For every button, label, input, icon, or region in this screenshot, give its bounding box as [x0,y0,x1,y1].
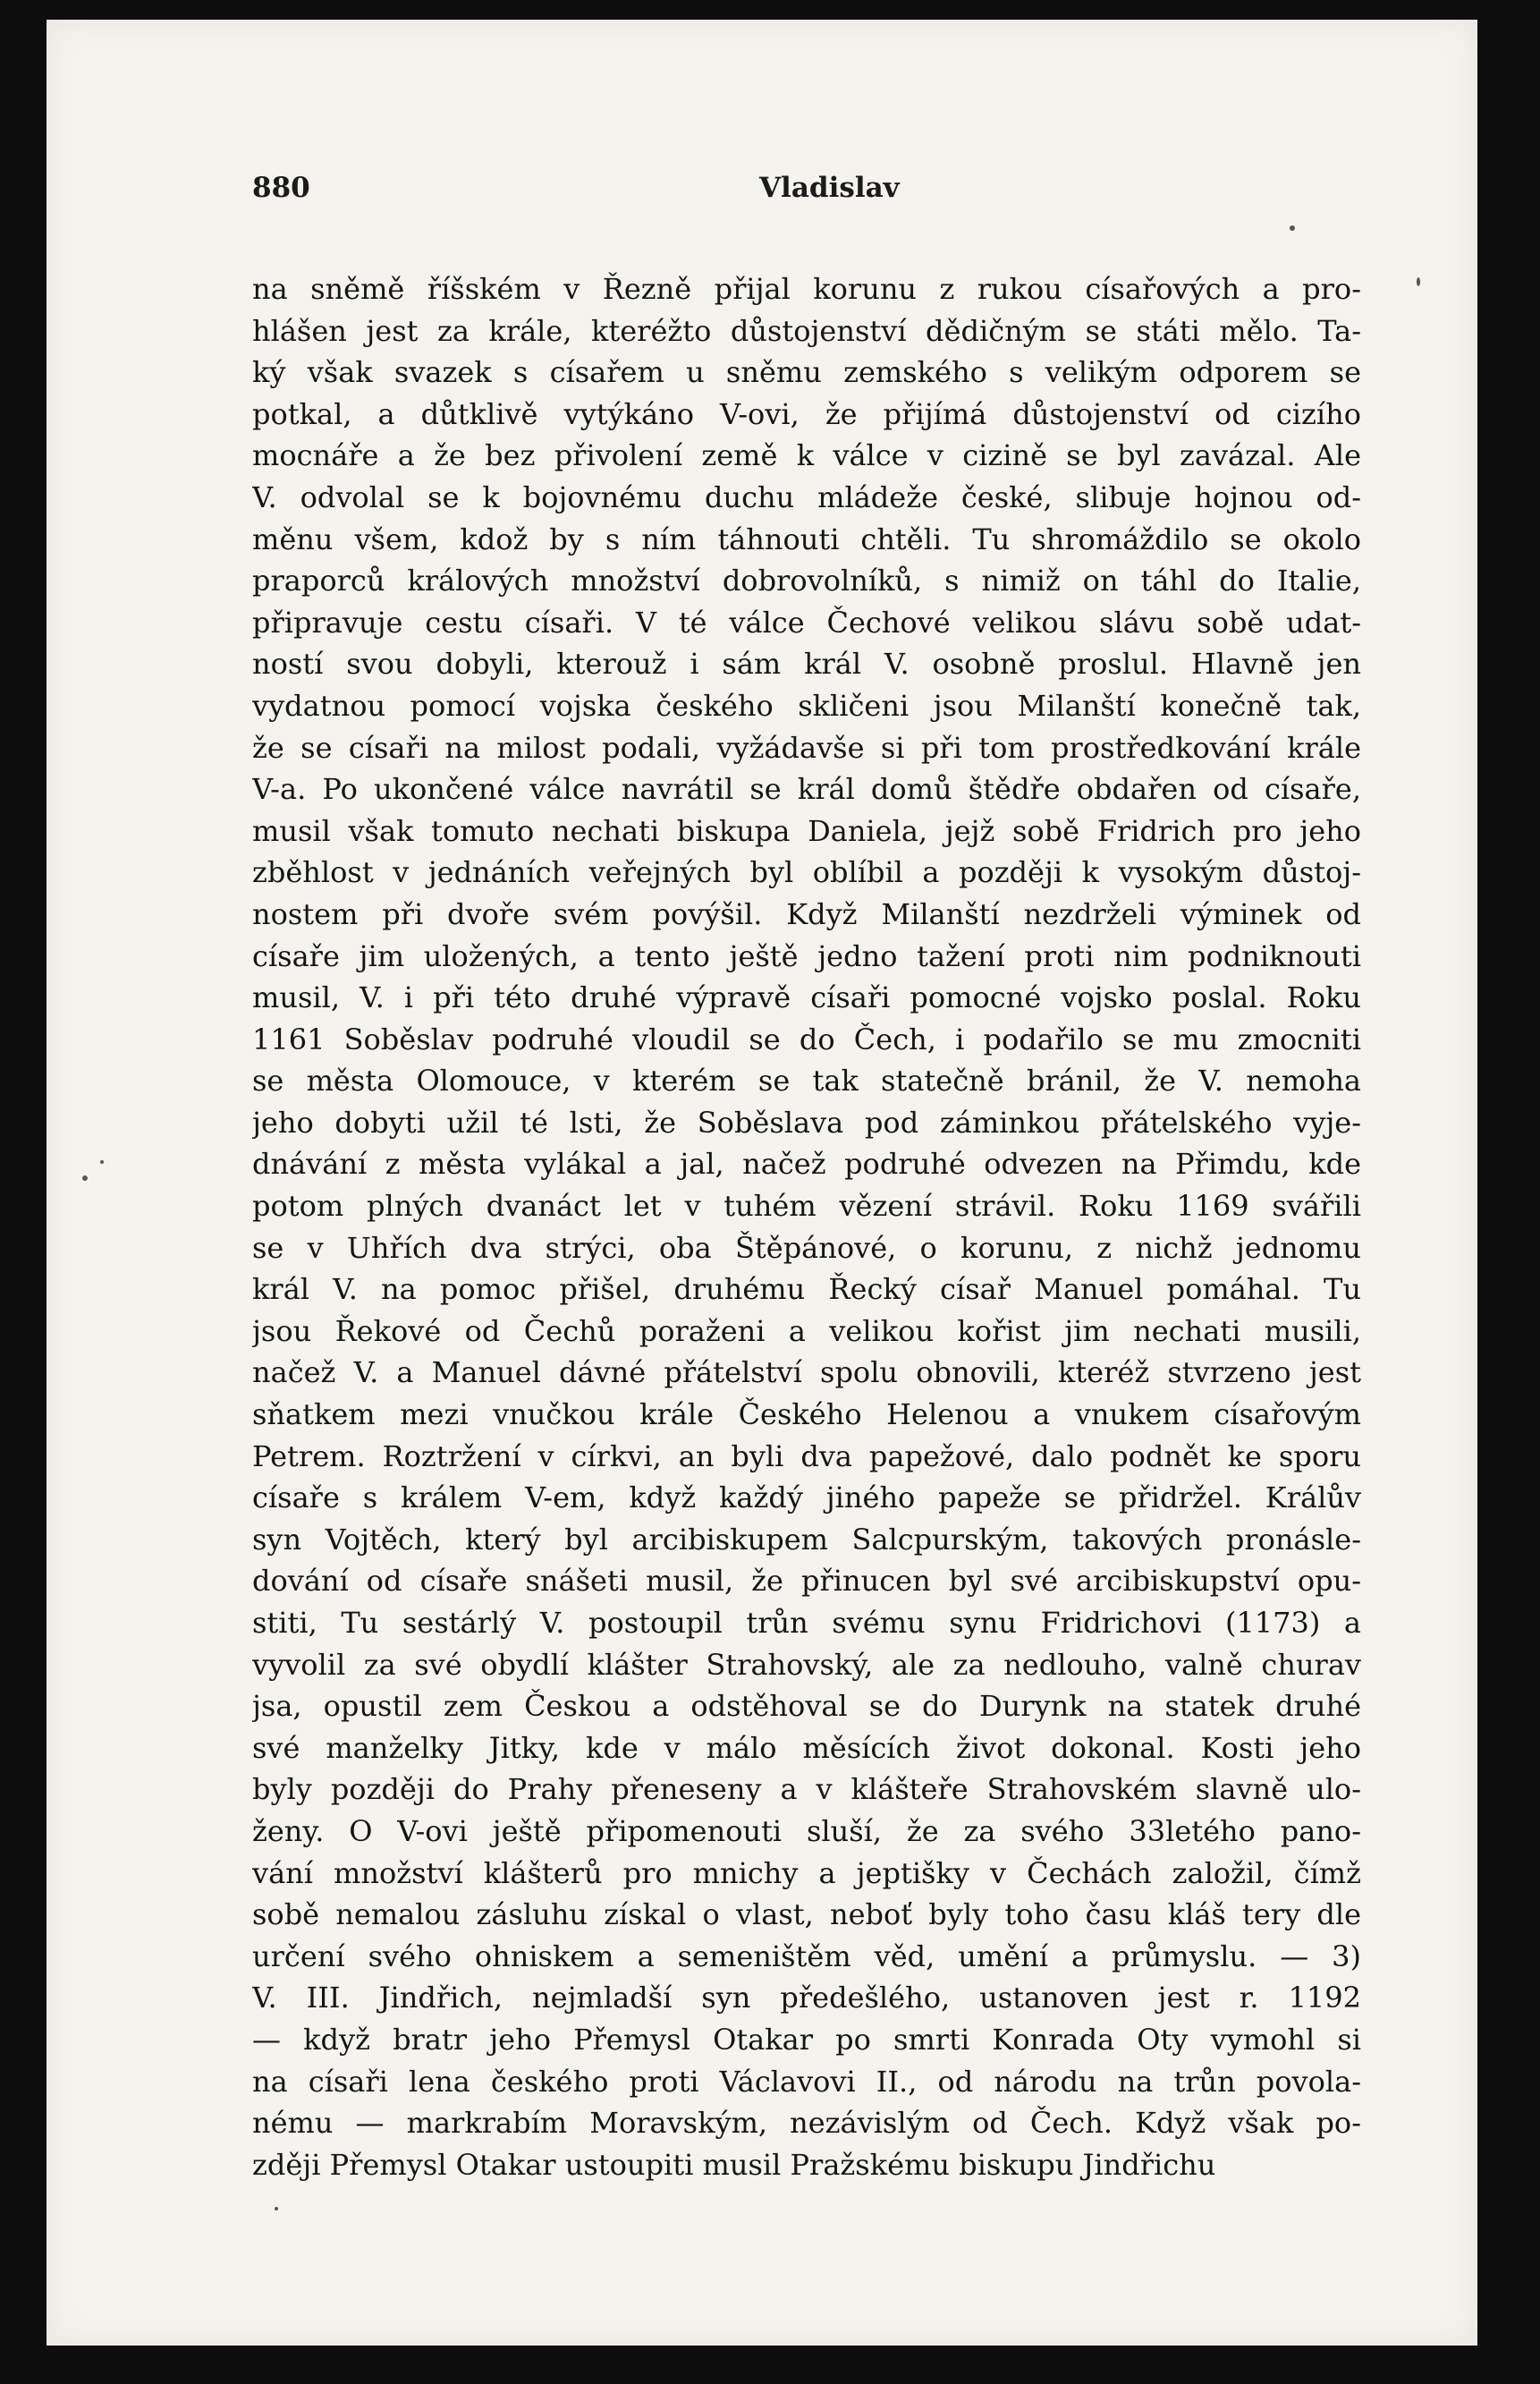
text-line: potkal, a důtklivě vytýkáno V-ovi, že přijímá důstojenství od cizího [252,396,1361,431]
text-line: se v Uhřích dva strýci, oba Štěpánové, o korunu, z nichž jednomu [252,1230,1361,1265]
text-line: potom plných dvanáct let v tuhém vězení strávil. Roku 1169 svářili [252,1189,1361,1224]
text-line: V-a. Po ukončené válce navrátil se král domů štědře obdařen od císaře, [252,772,1361,807]
scanned-page [47,20,1477,2346]
text-line: na císaři lena českého proti Václavovi II., od národu na trůn povola- [252,2064,1361,2099]
text-line: V. III. Jindřich, nejmladší syn předešlého, ustanoven jest r. 1192 [252,1981,1361,2015]
text-line: zději Přemysl Otakar ustoupiti musil Pražskému biskupu Jindřichu [252,2147,1216,2182]
text-line: hlášen jest za krále, kteréžto důstojenství dědičným se státi mělo. Ta- [252,313,1361,348]
scan-speck [275,2207,278,2210]
text-line: mocnáře a že bez přivolení země k válce v cizině se byl zavázal. Ale [252,438,1361,473]
text-line: připravuje cestu císaři. V té válce Čechové velikou slávu sobě udat- [252,605,1361,640]
text-line: dování od císaře snášeti musil, že přinucen byl své arcibiskupství opu- [252,1564,1361,1599]
text-line: zběhlost v jednáních veřejných byl oblíbil a později k vysokým důstoj- [252,855,1361,890]
text-line: jsa, opustil zem Českou a odstěhoval se do Durynk na statek druhé [252,1689,1361,1724]
text-line: vání množství klášterů pro mnichy a jeptišky v Čechách založil, čímž [252,1855,1361,1890]
text-line: určení svého ohniskem a semeništěm věd, umění a průmyslu. — 3) [252,1939,1361,1973]
text-line: ženy. O V-ovi ještě připomenouti sluší, že za svého 33letého pano- [252,1813,1361,1848]
text-line: sobě nemalou zásluhu získal o vlast, neboť byly toho času kláš tery dle [252,1897,1361,1932]
page-header [252,172,1361,208]
page-number: 880 [252,172,310,204]
text-line: ností svou dobyli, kterouž i sám král V. osobně proslul. Hlavně jen [252,647,1361,682]
text-line: stiti, Tu sestárlý V. postoupil trůn svému synu Fridrichovi (1173) a [252,1606,1361,1640]
text-line: měnu všem, kdož by s ním táhnouti chtěli. Tu shromáždilo se okolo [252,522,1361,556]
text-line: sňatkem mezi vnučkou krále Českého Helenou a vnukem císařovým [252,1397,1361,1432]
text-line: vyvolil za své obydlí klášter Strahovský, ale za nedlouho, valně churav [252,1647,1361,1682]
text-line: musil, V. i při této druhé výpravě císaři pomocné vojsko poslal. Roku [252,980,1361,1015]
text-line: načež V. a Manuel dávné přátelství spolu obnovili, kteréž stvrzeno jest [252,1355,1361,1390]
scan-speck [1417,277,1420,286]
text-line: na sněmě říšském v Řezně přijal korunu z rukou císařových a pro- [252,272,1361,306]
text-line: císaře jim uložených, a tento ještě jedno tažení proti nim podniknouti [252,938,1361,973]
text-line: byly později do Prahy přeneseny a v klášteře Strahovském slavně ulo- [252,1772,1361,1807]
text-line: dnávání z města vylákal a jal, načež podruhé odvezen na Přimdu, kde [252,1147,1361,1182]
text-line: vydatnou pomocí vojska českého skličeni jsou Milanští konečně tak, [252,688,1361,723]
running-head: Vladislav [759,172,900,204]
text-line: — když bratr jeho Přemysl Otakar po smrti Konrada Oty vymohl si [252,2022,1361,2057]
text-line: praporců králových množství dobrovolníků, s nimiž on táhl do Italie, [252,564,1361,598]
text-line: musil však tomuto nechati biskupa Daniela, jejž sobě Fridrich pro jeho [252,813,1361,848]
body-text [252,268,1361,2185]
text-line: že se císaři na milost podali, vyžádavše si při tom prostředkování krále [252,730,1361,765]
text-line: Petrem. Roztržení v církvi, an byli dva papežové, dalo podnět ke sporu [252,1438,1361,1473]
text-line: 1161 Soběslav podruhé vloudil se do Čech, i podařilo se mu zmocniti [252,1022,1361,1056]
text-line: se města Olomouce, v kterém se tak statečně bránil, že V. nemoha [252,1064,1361,1099]
text-line: nému — markrabím Moravským, nezávislým od Čech. Když však po- [252,2106,1361,2141]
scan-speck [1290,225,1295,231]
text-line: syn Vojtěch, který byl arcibiskupem Salcpurským, takových pronásle- [252,1522,1361,1557]
text-line: ký však svazek s císařem u sněmu zemského s velikým odporem se [252,355,1361,390]
scan-speck [100,1160,104,1164]
scan-speck [82,1175,88,1181]
text-line: král V. na pomoc přišel, druhému Řecký císař Manuel pomáhal. Tu [252,1272,1361,1307]
text-line: V. odvolal se k bojovnému duchu mládeže české, slibuje hojnou od- [252,479,1361,514]
text-line: nostem při dvoře svém povýšil. Když Milanští nezdrželi výminek od [252,896,1361,931]
text-line: jeho dobyti užil té lsti, že Soběslava pod záminkou přátelského vyje- [252,1105,1361,1140]
text-line: jsou Řekové od Čechů poraženi a velikou kořist jim nechati musili, [252,1313,1361,1348]
text-line: císaře s králem V-em, když každý jiného papeže se přidržel. Králův [252,1480,1361,1515]
text-line: své manželky Jitky, kde v málo měsících život dokonal. Kosti jeho [252,1730,1361,1765]
